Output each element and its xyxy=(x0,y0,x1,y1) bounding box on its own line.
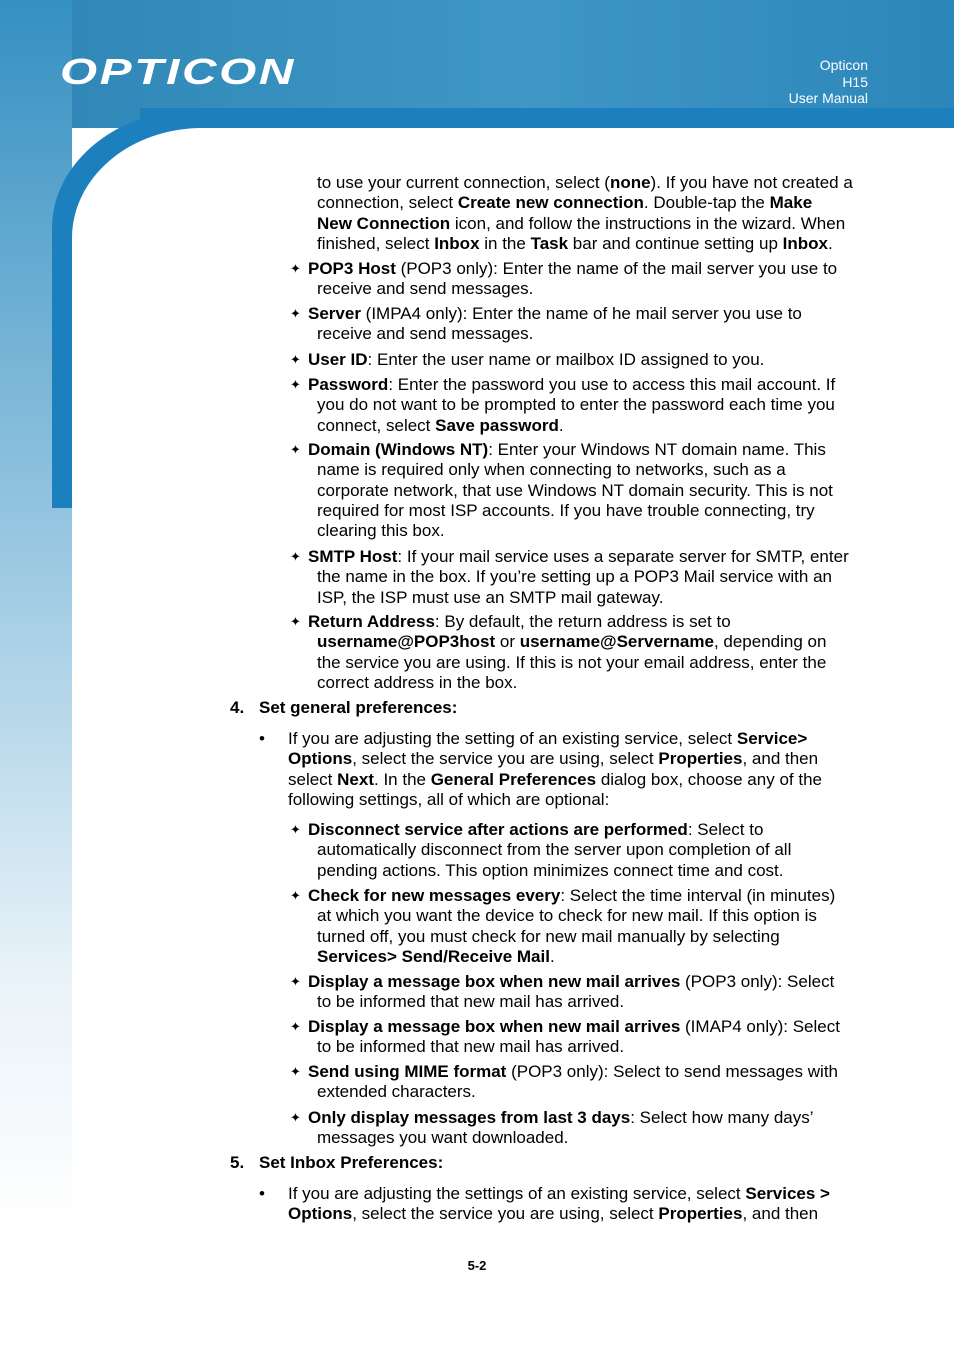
list-item-password: Password: Enter the password you use to access this mail account. If you do not want to be prompted to enter the password each time you connect, select Save password. xyxy=(308,375,836,435)
list-item-return-address: Return Address: By default, the return address is set to username@POP3host or username@Servername, depending on the service you are using. If this is not your email address, enter the correct address in the box. xyxy=(308,612,827,692)
list-item-server: Server (IMPA4 only): Enter the name of he mail server you use to receive and send messages. xyxy=(308,304,802,344)
plus-bullet-icon: ✦ xyxy=(290,306,301,321)
plus-bullet-icon: ✦ xyxy=(290,1110,301,1125)
doc-title: User Manual xyxy=(788,90,868,106)
plus-bullet-icon: ✦ xyxy=(290,1064,301,1079)
text-line: finished, select Inbox in the Task bar and continue setting up Inbox. xyxy=(317,233,833,253)
text-line: New Connection icon, and follow the instructions in the wizard. When xyxy=(317,213,846,233)
doc-model: H15 xyxy=(842,73,868,90)
list-item-last-3-days: Only display messages from last 3 days: Select how many days’ messages you want downloaded. xyxy=(308,1108,814,1148)
list-item-display-imap4: Display a message box when new mail arrives (IMAP4 only): Select to be informed that new mail has arrived. xyxy=(308,1017,840,1057)
list-item-display-pop3: Display a message box when new mail arrives (POP3 only): Select to be informed that new mail has arrived. xyxy=(308,972,835,1012)
continuation-paragraph xyxy=(317,173,853,254)
step5-paragraph: If you are adjusting the settings of an existing service, select Services > Options, select the service you are using, select Properties, and then xyxy=(288,1184,830,1224)
document-info xyxy=(789,57,868,107)
list-item-mime: Send using MIME format (POP3 only): Select to send messages with extended characters. xyxy=(308,1062,838,1102)
plus-bullet-icon: ✦ xyxy=(290,352,301,367)
plus-bullet-icon: ✦ xyxy=(290,888,301,903)
opticon-logo xyxy=(60,54,300,88)
step-number: 5. xyxy=(230,1153,245,1172)
doc-company: Opticon xyxy=(819,57,868,73)
list-item-domain: Domain (Windows NT): Enter your Windows NT domain name. This name is required only when connecting to networks, such as a corporate network, that use Windows NT domain security. This is not required for most ISP accounts. If you have trouble connecting, try clearing this box. xyxy=(308,440,833,541)
list-item-smtp-host: SMTP Host: If your mail service uses a separate server for SMTP, enter the name in the box. If you’re setting up a POP3 Mail service with an ISP, the ISP must use an SMTP mail gateway. xyxy=(308,547,849,607)
plus-bullet-icon: ✦ xyxy=(290,377,301,392)
plus-bullet-icon: ✦ xyxy=(290,974,301,989)
step4-paragraph: If you are adjusting the setting of an existing service, select Service> Options, select the service you are using, select Properties, and then select Next. In the General Preferences dialog box, choose any of the following settings, all of which are optional: xyxy=(288,729,822,809)
list-item-pop3-host: POP3 Host (POP3 only): Enter the name of the mail server you use to receive and send messages. xyxy=(308,259,838,299)
text-line: to use your current connection, select (none). If you have not created a xyxy=(317,173,853,192)
step-heading: Set general preferences: xyxy=(259,698,458,717)
plus-bullet-icon: ✦ xyxy=(290,1019,301,1034)
list-item-user-id: User ID: Enter the user name or mailbox ID assigned to you. xyxy=(308,350,765,369)
list-item-disconnect: Disconnect service after actions are performed: Select to automatically disconnect from the server upon completion of all pending actions. This option minimizes connect time and cost. xyxy=(308,820,792,880)
plus-bullet-icon: ✦ xyxy=(290,614,301,629)
list-item-check-messages: Check for new messages every: Select the time interval (in minutes) at which you want the device to check for new mail. If this option is turned off, you must check for new mail manually by selecting Services> Send/Receive Mail. xyxy=(308,886,836,966)
plus-bullet-icon: ✦ xyxy=(290,261,301,276)
step-heading: Set Inbox Preferences: xyxy=(259,1153,444,1172)
svg-text:OPTICON: OPTICON xyxy=(60,54,296,88)
step-number: 4. xyxy=(230,698,245,717)
plus-bullet-icon: ✦ xyxy=(290,442,301,457)
header-strip xyxy=(140,108,954,128)
dot-bullet-icon: • xyxy=(259,1184,265,1203)
dot-bullet-icon: • xyxy=(259,729,265,748)
plus-bullet-icon: ✦ xyxy=(290,549,301,564)
text-line: connection, select Create new connection. Double-tap the Make xyxy=(317,193,813,213)
plus-bullet-icon: ✦ xyxy=(290,822,301,837)
page-number: 5-2 xyxy=(467,1258,487,1273)
